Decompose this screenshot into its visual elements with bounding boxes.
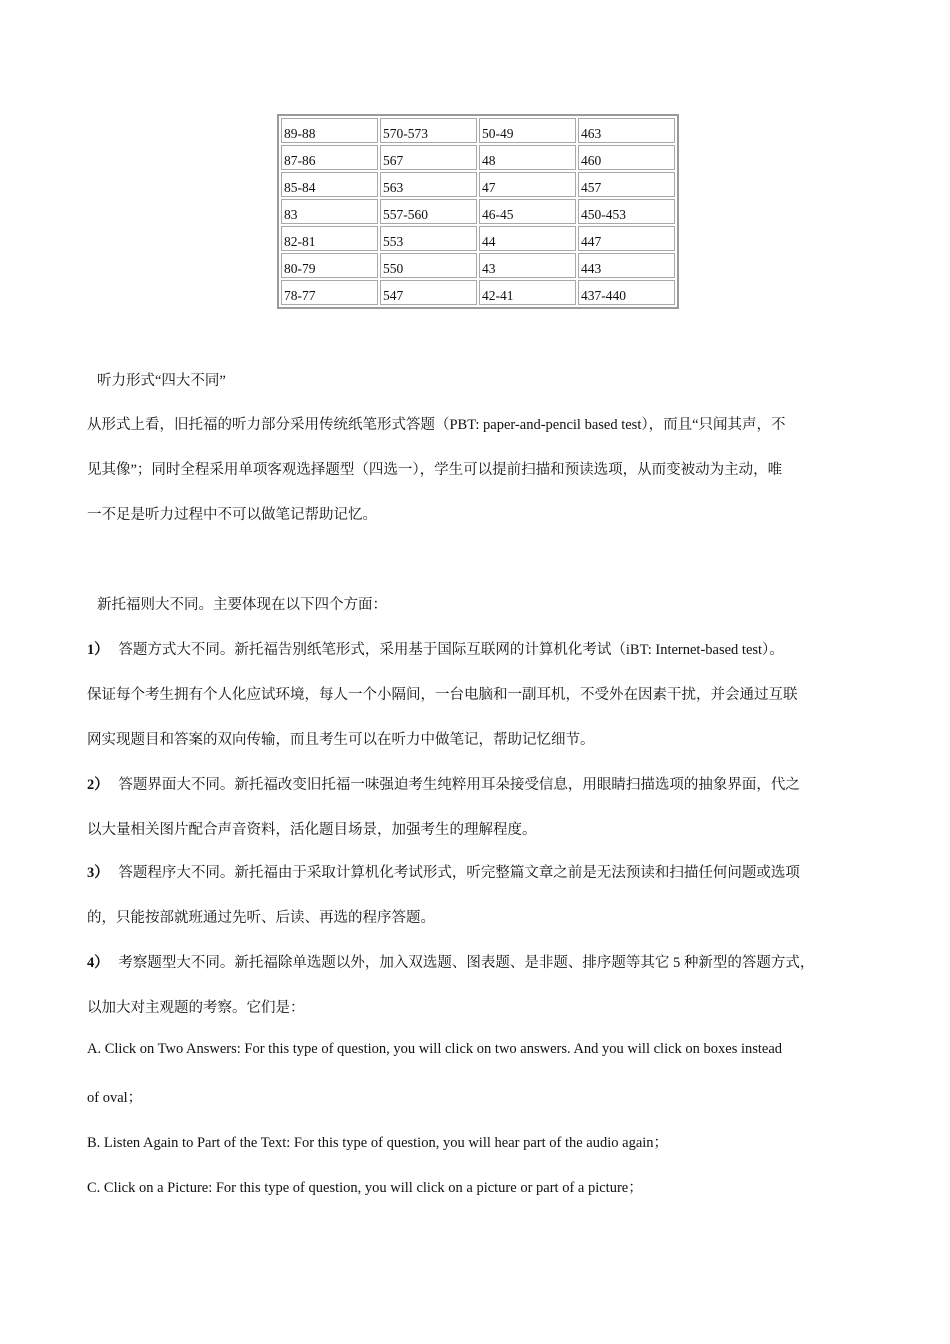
point-number: 3） [87, 865, 109, 881]
point-text: 答题程序大不同。新托福由于采取计算机化考试形式，听完整篇文章之前是无法预读和扫描任何问题或选项 [118, 865, 800, 881]
table-cell: 563 [380, 172, 477, 197]
table-cell: 437-440 [578, 280, 675, 305]
new-toefl-intro: 新托福则大不同。主要体现在以下四个方面： [97, 597, 387, 613]
table-cell: 43 [479, 253, 576, 278]
table-cell: 80-79 [281, 253, 378, 278]
table-cell: 463 [578, 118, 675, 143]
section-title: 听力形式“四大不同” [97, 373, 226, 389]
question-type-c: C. Click on a Picture: For this type of question, you will click on a picture or part of a picture； [87, 1180, 643, 1196]
intro-line: 从形式上看，旧托福的听力部分采用传统纸笔形式答题（PBT: paper-and-pencil based test），而且“只闻其声，不 [87, 417, 786, 433]
point-line: 以加大对主观题的考察。它们是： [87, 1000, 305, 1016]
question-type-a-cont: of oval； [87, 1090, 143, 1106]
point-number: 1） [87, 642, 109, 658]
point-text: 考察题型大不同。新托福除单选题以外，加入双选题、图表题、是非题、排序题等其它 5 种新型的答题方式， [118, 955, 815, 971]
table-cell: 50-49 [479, 118, 576, 143]
point-text: 答题方式大不同。新托福告别纸笔形式，采用基于国际互联网的计算机化考试（iBT: Internet-based test）。 [118, 642, 784, 658]
table-row [281, 172, 675, 197]
point-line: 的，只能按部就班通过先听、后读、再选的程序答题。 [87, 910, 435, 926]
table-cell: 42-41 [479, 280, 576, 305]
score-conversion-table [277, 114, 679, 309]
point-2 [87, 773, 877, 794]
point-number: 4） [87, 955, 109, 971]
table-cell: 553 [380, 226, 477, 251]
point-number: 2） [87, 777, 109, 793]
table-cell: 550 [380, 253, 477, 278]
question-type-a: A. Click on Two Answers: For this type of question, you will click on two answers. And you will click on boxes instead [87, 1041, 783, 1057]
table-cell: 567 [380, 145, 477, 170]
table-cell: 547 [380, 280, 477, 305]
point-1 [87, 638, 877, 659]
point-line: 保证每个考生拥有个人化应试环境，每人一个小隔间，一台电脑和一副耳机，不受外在因素干扰，并会通过互联 [87, 687, 798, 703]
table-cell: 460 [578, 145, 675, 170]
intro-line: 一不足是听力过程中不可以做笔记帮助记忆。 [87, 507, 377, 523]
table-cell: 48 [479, 145, 576, 170]
table-cell: 78-77 [281, 280, 378, 305]
point-3 [87, 861, 877, 882]
point-line: 以大量相关图片配合声音资料，活化题目场景，加强考生的理解程度。 [87, 822, 537, 838]
table-cell: 83 [281, 199, 378, 224]
table-cell: 82-81 [281, 226, 378, 251]
table-cell: 89-88 [281, 118, 378, 143]
table-cell: 47 [479, 172, 576, 197]
table-cell: 450-453 [578, 199, 675, 224]
table-row [281, 145, 675, 170]
point-line: 网实现题目和答案的双向传输，而且考生可以在听力中做笔记，帮助记忆细节。 [87, 732, 595, 748]
table-cell: 457 [578, 172, 675, 197]
table-row [281, 253, 675, 278]
table-cell: 46-45 [479, 199, 576, 224]
question-type-b: B. Listen Again to Part of the Text: For this type of question, you will hear part of the audio again； [87, 1135, 669, 1151]
point-text: 答题界面大不同。新托福改变旧托福一味强迫考生纯粹用耳朵接受信息，用眼睛扫描选项的抽象界面，代之 [118, 777, 800, 793]
table-cell: 570-573 [380, 118, 477, 143]
intro-line: 见其像”；同时全程采用单项客观选择题型（四选一），学生可以提前扫描和预读选项，从而变被动为主动，唯 [87, 462, 783, 478]
table-cell: 44 [479, 226, 576, 251]
table-row [281, 280, 675, 305]
table-cell: 87-86 [281, 145, 378, 170]
table-row [281, 118, 675, 143]
point-4 [87, 951, 877, 972]
table-cell: 443 [578, 253, 675, 278]
table-row [281, 226, 675, 251]
table-row [281, 199, 675, 224]
table-cell: 557-560 [380, 199, 477, 224]
table-cell: 85-84 [281, 172, 378, 197]
table-cell: 447 [578, 226, 675, 251]
